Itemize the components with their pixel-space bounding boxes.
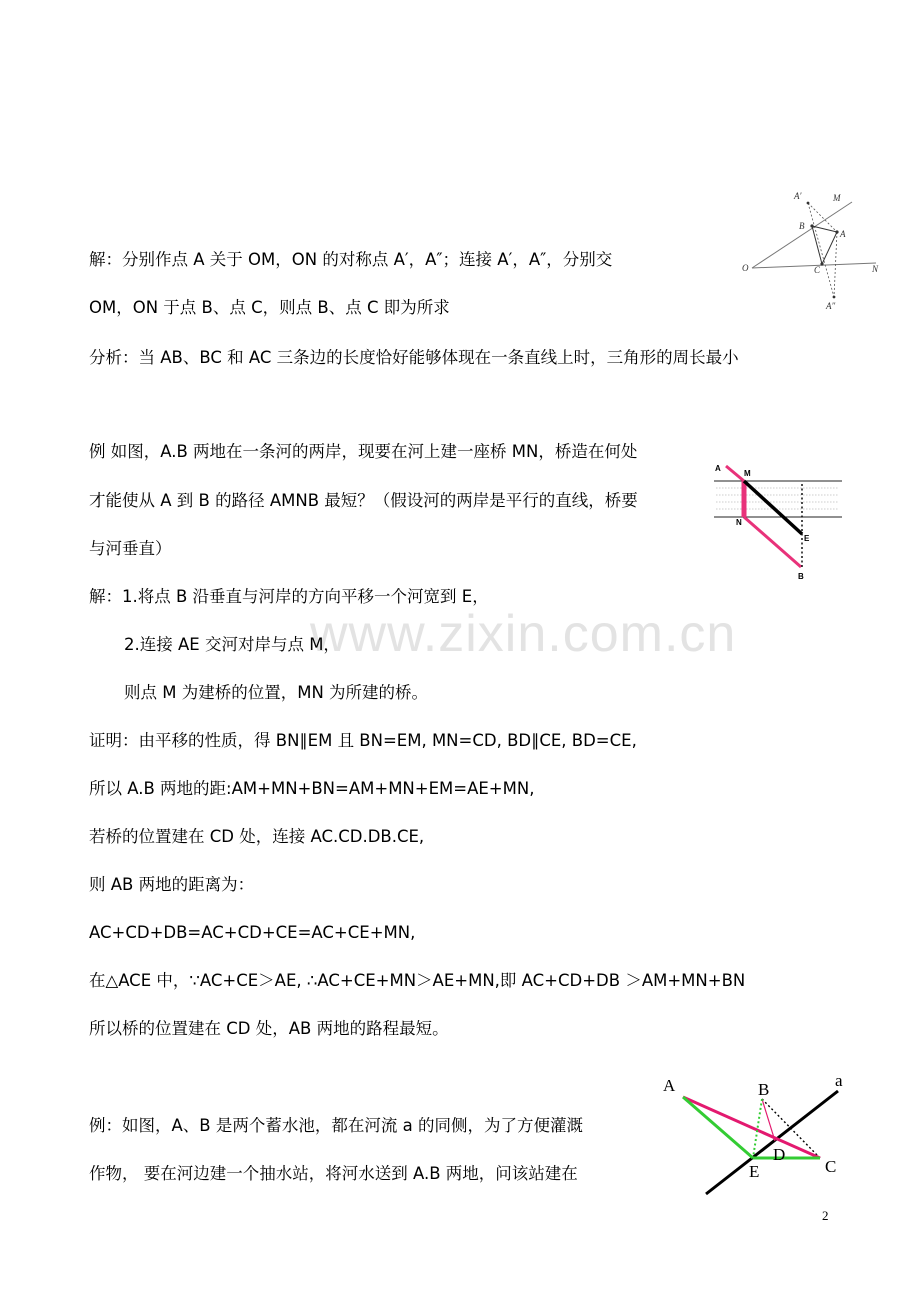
point-c <box>820 262 823 265</box>
label-m: M <box>833 193 841 203</box>
text-line-4: 例 如图，A.B 两地在一条河的两岸，现要在河上建一座桥 MN，桥造在何处 <box>89 442 638 461</box>
label-n: N <box>872 264 879 274</box>
text-line-17: 例：如图，A、B 是两个蓄水池，都在河流 a 的同侧，为了方便灌溉 <box>89 1116 583 1135</box>
point-a1 <box>807 202 810 205</box>
label-a-double-prime: A″ <box>826 301 836 311</box>
label-a: A <box>663 1076 676 1095</box>
text-line-11: 所以 A.B 两地的距:AM+MN+BN=AM+MN+EM=AE+MN, <box>89 779 535 798</box>
figure-angle-reflection <box>738 186 888 316</box>
label-c: C <box>825 1157 837 1176</box>
page-number: 2 <box>822 1208 829 1223</box>
text-line-15: 在△ACE 中，∵AC+CE＞AE, ∴AC+CE+MN＞AE+MN,即 AC+CD+DB ＞AM+MN+BN <box>89 971 746 990</box>
label-a: A <box>840 229 846 239</box>
label-a: A <box>715 464 721 473</box>
text-line-12: 若桥的位置建在 CD 处，连接 AC.CD.DB.CE, <box>89 827 425 846</box>
label-m: M <box>744 469 751 478</box>
text-line-10: 证明：由平移的性质，得 BN∥EM 且 BN=EM, MN=CD, BD∥CE, BD=CE, <box>89 731 637 750</box>
text-line-8: 2.连接 AE 交河对岸与点 M， <box>124 635 340 654</box>
label-o: O <box>742 263 749 273</box>
label-d: D <box>773 1145 786 1164</box>
segment-b-c <box>812 226 822 264</box>
label-b: B <box>799 221 805 231</box>
point-a2 <box>833 296 836 299</box>
label-a-prime: A′ <box>794 191 802 201</box>
ray-om <box>752 202 852 268</box>
text-line-1: 解：分别作点 A 关于 OM，ON 的对称点 A′，A″；连接 A′，A″，分别交 <box>89 250 613 269</box>
label-e: E <box>804 534 810 543</box>
label-c: C <box>814 265 821 275</box>
point-a <box>835 230 838 233</box>
figure-pumping-station <box>658 1070 858 1200</box>
segment-a-c <box>683 1097 820 1158</box>
segment-c-a <box>822 232 837 264</box>
label-e: E <box>749 1162 760 1181</box>
text-line-6: 与河垂直） <box>89 539 172 558</box>
text-line-18: 作物， 要在河边建一个抽水站，将河水送到 A.B 两地，问该站建在 <box>89 1164 578 1183</box>
text-line-5: 才能使从 A 到 B 的路径 AMNB 最短？（假设河的两岸是平行的直线，桥要 <box>89 491 638 510</box>
segment-a-m <box>726 466 744 481</box>
text-line-9: 则点 M 为建桥的位置，MN 为所建的桥。 <box>124 683 429 702</box>
text-line-16: 所以桥的位置建在 CD 处，AB 两地的路程最短。 <box>89 1019 449 1038</box>
segment-a1-a2 <box>808 203 834 297</box>
label-n: N <box>736 518 742 527</box>
river-line-a <box>706 1091 838 1194</box>
text-line-3: 分析：当 AB、BC 和 AC 三条边的长度恰好能够体现在一条直线上时，三角形的周长最小 <box>89 348 739 367</box>
watermark: www.zixin.com.cn <box>310 605 737 663</box>
text-line-13: 则 AB 两地的距离为： <box>89 875 255 894</box>
label-b: B <box>798 572 804 581</box>
text-line-14: AC+CD+DB=AC+CD+CE=AC+CE+MN, <box>89 923 416 942</box>
figure-river-bridge <box>710 458 850 583</box>
text-line-2: OM，ON 于点 B、点 C，则点 B、点 C 即为所求 <box>89 298 450 317</box>
label-b: B <box>758 1080 770 1099</box>
text-line-7: 解：1.将点 B 沿垂直与河岸的方向平移一个河宽到 E， <box>89 587 489 606</box>
label-river-a: a <box>835 1071 843 1090</box>
point-b <box>810 224 813 227</box>
segment-a-e <box>683 1097 753 1158</box>
